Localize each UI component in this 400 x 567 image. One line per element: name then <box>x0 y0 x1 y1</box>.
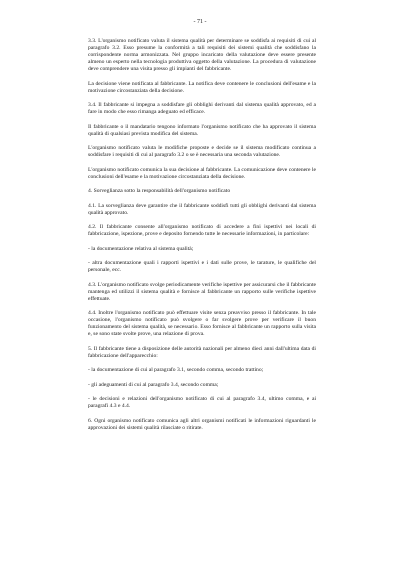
list-item-adjustments-3-4: - gli adeguamenti di cui al paragrafo 3.4, secondo comma; <box>88 381 219 388</box>
list-item-quality-docs: - la documentazione relativa al sistema qualità; <box>88 245 194 252</box>
paragraph-3-3: 3.3. L'organismo notificato valuta il sistema qualità per determinare se soddisfa ai requisiti di cui al paragrafo 3.2. Esso presume la conformità a tali requisiti dei sistemi qualità che soddisfano la corrispondente norma armonizzata. Nel gruppo incaricato della valutazione deve essere presente almeno un esperto nella tecnologia produttiva oggetto della valutazione. La procedura di valutazione deve comprendere una visita presso gli impianti del fabbricante. <box>88 38 316 72</box>
paragraph-3-4: 3.4. Il fabbricante si impegna a soddisfare gli obblighi derivanti dal sistema qualità approvato, ed a fare in modo che esso rimanga adeguato ed efficace. <box>88 102 316 115</box>
paragraph-6: 6. Ogni organismo notificato comunica agli altri organismi notificati le informazioni riguardanti le approvazioni dei sistemi qualità rilasciate o ritirate. <box>88 417 316 431</box>
section-heading-4: 4. Sorveglianza sotto la responsabilità dell'organismo notificato <box>88 188 231 194</box>
list-item-decisions-reports: - le decisioni e relazioni dell'organismo notificato di cui al paragrafo 3.4, ultimo comma, e ai paragrafi 4.3 e 4.4. <box>88 396 316 409</box>
page-number: - 71 - <box>193 19 207 25</box>
list-item-documentation-3-1: - la documentazione di cui al paragrafo 3.1, secondo comma, secondo trattino; <box>88 367 264 373</box>
paragraph-body-communicates-decision: L'organismo notificato comunica la sua decisione al fabbricante. La comunicazione deve contenere le conclusioni dell'esame e la motivazione circostanziata della decisione. <box>88 166 316 180</box>
list-item-other-docs: - altra documentazione quali i rapporti ispettivi e i dati sulle prove, le tarature, le qualifiche del personale, ecc. <box>88 260 316 273</box>
paragraph-4-4: 4.4. Inoltre l'organismo notificato può effettuare visite senza preavviso presso il fabbricante. In tale occasione, l'organismo notificato può svolgere o far svolgere prove per verificare il buon funzionamento del sistema qualità, se necessario. Esso fornisce al fabbricante un rapporto sulla visita e, se sono state svolte prove, una relazione di prova. <box>88 310 316 337</box>
paragraph-decision-notified: La decisione viene notificata al fabbricante. La notifica deve contenere le conclusioni dell'esame e la motivazione circostanziata della decisione. <box>88 80 316 94</box>
paragraph-4-2: 4.2. Il fabbricante consente all'organismo notificato di accedere a fini ispettivi nei locali di fabbricazione, ispezione, prove e deposito fornendo tutte le necessarie informazioni, in particolare: <box>88 224 316 237</box>
document-body <box>88 38 316 432</box>
paragraph-4-1: 4.1. La sorveglianza deve garantire che il fabbricante soddisfi tutti gli obblighi derivanti dal sistema qualità approvato. <box>88 202 316 216</box>
paragraph-body-evaluates-changes: L'organismo notificato valuta le modifiche proposte e decide se il sistema modificato continua a soddisfare i requisiti di cui al paragrafo 3.2 o se è necessaria una seconda valutazione. <box>88 145 316 158</box>
paragraph-5: 5. Il fabbricante tiene a disposizione delle autorità nazionali per almeno dieci anni dall'ultima data di fabbricazione dell'apparecchio: <box>88 345 316 359</box>
paragraph-4-3: 4.3. L'organismo notificato svolge periodicamente verifiche ispettive per assicurarsi che il fabbricante mantenga ed utilizzi il sistema qualità e fornisce al fabbricante un rapporto sulle verifiche ispettive effettuate. <box>88 281 316 302</box>
paragraph-manufacturer-informs: Il fabbricante o il mandatario tengono informato l'organismo notificato che ha approvato il sistema qualità di qualsiasi prevista modifica del sistema. <box>88 123 316 137</box>
